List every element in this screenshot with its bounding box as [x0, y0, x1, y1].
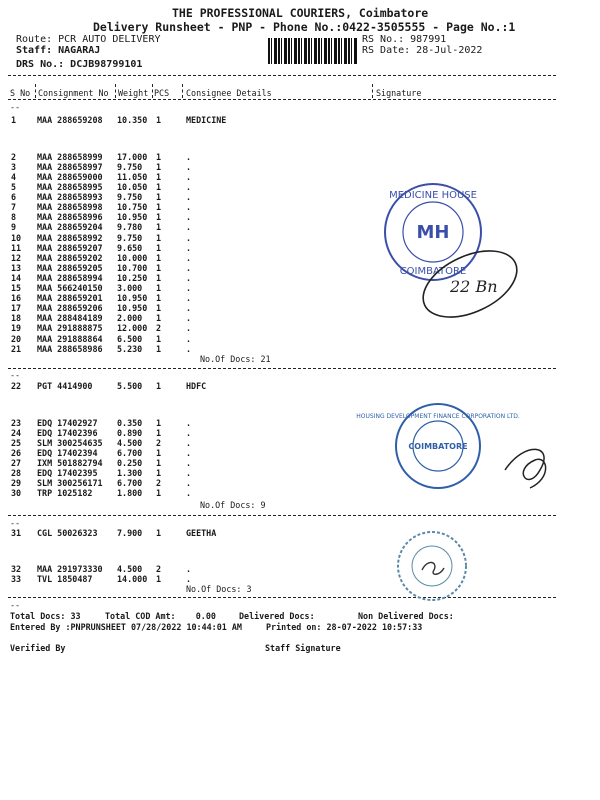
table-row: 23 EDQ 17402927 0.350 1 .	[11, 418, 192, 428]
table-row: 6 MAA 288658993 9.750 1 .	[11, 192, 192, 202]
table-row: 4 MAA 288659000 11.050 1 .	[11, 172, 192, 182]
table-row: 13 MAA 288659205 10.700 1 .	[11, 263, 192, 273]
group-doc-count: No.Of Docs: 21	[200, 354, 271, 364]
signature1-text: 22 Bn	[450, 277, 498, 296]
stamp1-initials: MH	[416, 222, 450, 243]
table-row: 20 MAA 291888864 6.500 1 .	[11, 334, 192, 344]
table-row: 17 MAA 288659206 10.950 1 .	[11, 303, 192, 313]
col-sno: S No	[10, 88, 31, 98]
col-signature: Signature	[376, 88, 422, 98]
rs-date: RS Date: 28-Jul-2022	[362, 45, 483, 56]
table-row: 18 MAA 288484189 2.000 1 .	[11, 313, 192, 323]
drs-number: DRS No.: DCJB98799101	[16, 59, 143, 70]
col-consignee: Consignee Details	[186, 88, 272, 98]
table-row: 5 MAA 288658995 10.050 1 .	[11, 182, 192, 192]
table-row: 26 EDQ 17402394 6.700 1 .	[11, 448, 192, 458]
total-cod: Total COD Amt: 0.00	[105, 611, 216, 621]
table-row: 10 MAA 288658992 9.750 1 .	[11, 233, 192, 243]
stamp2-center-text: COIMBATORE	[408, 442, 468, 451]
divider	[8, 99, 556, 100]
table-row: 21 MAA 288658986 5.230 1 .	[11, 344, 192, 354]
total-docs: Total Docs: 33	[10, 611, 81, 621]
table-row: 31 CGL 50026323 7.900 1 GEETHA	[11, 528, 217, 538]
verified-by: Verified By	[10, 643, 66, 653]
table-row: 27 IXM 501882794 0.250 1 .	[11, 458, 192, 468]
table-row: 11 MAA 288659207 9.650 1 .	[11, 243, 192, 253]
runsheet-title: Delivery Runsheet - PNP - Phone No.:0422-3505555 - Page No.:1	[93, 20, 516, 34]
table-row: 14 MAA 288658994 10.250 1 .	[11, 273, 192, 283]
table-row: 16 MAA 288659201 10.950 1 .	[11, 293, 192, 303]
table-row: 28 EDQ 17402395 1.300 1 .	[11, 468, 192, 478]
divider	[8, 75, 556, 76]
col-consignment: Consignment No	[38, 88, 109, 98]
table-row: 2 MAA 288658999 17.000 1 .	[11, 152, 192, 162]
table-row: 22 PGT 4414900 5.500 1 HDFC	[11, 381, 207, 391]
table-row: 30 TRP 1025182 1.800 1 .	[11, 488, 192, 498]
table-row: 24 EDQ 17402396 0.890 1 .	[11, 428, 192, 438]
route: Route: PCR AUTO DELIVERY	[16, 34, 161, 45]
divider	[8, 515, 556, 516]
staff: Staff: NAGARAJ	[16, 45, 101, 56]
table-row: 19 MAA 291888875 12.000 2 .	[11, 323, 192, 333]
table-row: 9 MAA 288659204 9.780 1 .	[11, 222, 192, 232]
staff-signature: Staff Signature	[265, 643, 341, 653]
table-row: 12 MAA 288659202 10.000 1 .	[11, 253, 192, 263]
group-doc-count: No.Of Docs: 9	[200, 500, 266, 510]
table-row: 32 MAA 291973330 4.500 2 .	[11, 564, 192, 574]
col-weight: Weight	[118, 88, 149, 98]
table-row: 8 MAA 288658996 10.950 1 .	[11, 212, 192, 222]
company-title: THE PROFESSIONAL COURIERS, Coimbatore	[172, 6, 429, 20]
rs-number: RS No.: 987991	[362, 34, 447, 45]
divider	[8, 597, 556, 598]
table-row: 3 MAA 288658997 9.750 1 .	[11, 162, 192, 172]
barcode	[268, 38, 358, 64]
stamp1-top-text: MEDICINE HOUSE	[389, 190, 477, 201]
table-row: 1 MAA 288659208 10.350 1 MEDICINE	[11, 115, 227, 125]
stamp2-ring-text: HOUSING DEVELOPMENT FINANCE CORPORATION LTD.	[356, 413, 520, 420]
non-delivered-docs: Non Delivered Docs:	[358, 611, 454, 621]
table-row: 25 SLM 300254635 4.500 2 .	[11, 438, 192, 448]
stamp1-bottom-text: COIMBATORE	[399, 266, 467, 277]
printed-on: Printed on: 28-07-2022 10:57:33	[266, 622, 423, 632]
table-row: 33 TVL 1850487 14.000 1 .	[11, 574, 192, 584]
group-doc-count: No.Of Docs: 3	[186, 584, 252, 594]
col-pcs: PCS	[154, 88, 170, 98]
table-row: 29 SLM 300256171 6.700 2 .	[11, 478, 192, 488]
table-row: 15 MAA 566240150 3.000 1 .	[11, 283, 192, 293]
delivered-docs: Delivered Docs:	[239, 611, 315, 621]
table-row: 7 MAA 288658998 10.750 1 .	[11, 202, 192, 212]
entered-by: Entered By :PNPRUNSHEET 07/28/2022 10:44:01 AM	[10, 622, 242, 632]
divider	[8, 368, 556, 369]
